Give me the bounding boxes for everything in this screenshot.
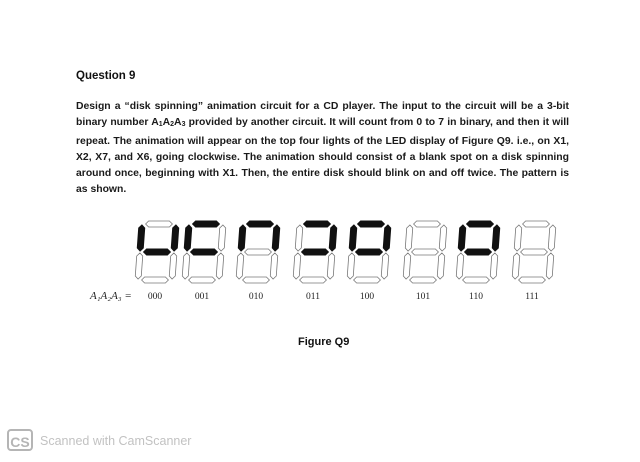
code-label-101: 101: [415, 292, 431, 302]
segment-x3: [546, 253, 553, 279]
input-label: A₁A₂A₃ =: [90, 290, 132, 302]
display-101: [403, 221, 446, 283]
segment-x1: [467, 221, 494, 227]
segment-x5: [182, 253, 189, 279]
segment-x1: [247, 221, 274, 227]
code-label-011: 011: [306, 292, 320, 302]
body-suffix: provided by another circuit. It will count from 0 to 7 in binary, and then it will repeat. The animation will appear on the top four lights of the LED display of Figure Q9. i.e., on X1, X2, X7, and X6, going clockwise. The animation should consist of a blank spot on a disk spinning around once, beginning with X1. Then, the entire disk should blink on and off twice. The pattern is as shown.: [76, 117, 569, 196]
segment-x6: [295, 225, 302, 251]
segment-x3: [437, 253, 444, 279]
segment-x6: [458, 225, 465, 251]
segment-x4: [243, 277, 270, 283]
segment-x1: [193, 221, 220, 227]
segment-x5: [456, 253, 463, 279]
segment-x4: [519, 277, 546, 283]
segment-x6: [405, 225, 412, 251]
segment-x1: [523, 221, 550, 227]
segment-x5: [236, 253, 243, 279]
segment-x7: [412, 249, 439, 255]
segment-x7: [465, 249, 492, 255]
var-a1: $A_1$: [151, 117, 163, 129]
segment-x6: [514, 225, 521, 251]
segment-x2: [329, 225, 336, 251]
display-111: [512, 221, 555, 283]
segment-x4: [142, 277, 169, 283]
segment-x7: [521, 249, 548, 255]
segment-x4: [189, 277, 216, 283]
segment-x7: [302, 249, 329, 255]
question-title: Question 9: [76, 70, 136, 82]
segment-x4: [410, 277, 437, 283]
segment-x7: [356, 249, 383, 255]
code-label-100: 100: [359, 292, 375, 302]
segment-x7: [191, 249, 218, 255]
segment-x2: [383, 225, 390, 251]
code-label-001: 001: [194, 292, 210, 302]
display-011: [293, 221, 336, 283]
segment-x3: [490, 253, 497, 279]
segment-x6: [137, 225, 144, 251]
segment-x1: [414, 221, 441, 227]
body-prefix: Design a “disk spinning” animation circuit for a CD player. The input to the circuit will be a 3-bit binary number: [76, 101, 569, 129]
segment-x6: [238, 225, 245, 251]
segment-x5: [403, 253, 410, 279]
segment-x3: [270, 253, 277, 279]
segment-x2: [548, 225, 555, 251]
segment-x7: [144, 249, 171, 255]
segment-x2: [218, 225, 225, 251]
segment-x4: [463, 277, 490, 283]
segment-x1: [304, 221, 331, 227]
segment-x5: [347, 253, 354, 279]
code-label-110: 110: [469, 292, 483, 302]
camscanner-logo-icon: CS: [7, 429, 33, 451]
display-010: [236, 221, 279, 283]
segment-x3: [169, 253, 176, 279]
segment-x3: [327, 253, 334, 279]
watermark-text: Scanned with CamScanner: [40, 434, 192, 448]
segment-x7: [245, 249, 272, 255]
var-a3: $A_3$: [174, 117, 186, 129]
segment-x5: [135, 253, 142, 279]
segment-x2: [492, 225, 499, 251]
segment-x5: [293, 253, 300, 279]
segment-x3: [381, 253, 388, 279]
segment-x1: [146, 221, 173, 227]
segment-x2: [272, 225, 279, 251]
segment-x2: [439, 225, 446, 251]
segment-x2: [171, 225, 178, 251]
display-000: [135, 221, 178, 283]
segment-x3: [216, 253, 223, 279]
display-100: [347, 221, 390, 283]
var-a2: $A_2$: [162, 117, 175, 129]
segment-x1: [358, 221, 385, 227]
segment-x5: [512, 253, 519, 279]
code-label-111: 111: [525, 292, 539, 302]
code-label-010: 010: [248, 292, 264, 302]
display-110: [456, 221, 499, 283]
segment-x6: [349, 225, 356, 251]
display-001: [182, 221, 225, 283]
figure-caption: Figure Q9: [298, 336, 350, 348]
segment-x4: [300, 277, 327, 283]
segment-x6: [184, 225, 191, 251]
code-label-000: 000: [147, 292, 163, 302]
segment-x4: [354, 277, 381, 283]
